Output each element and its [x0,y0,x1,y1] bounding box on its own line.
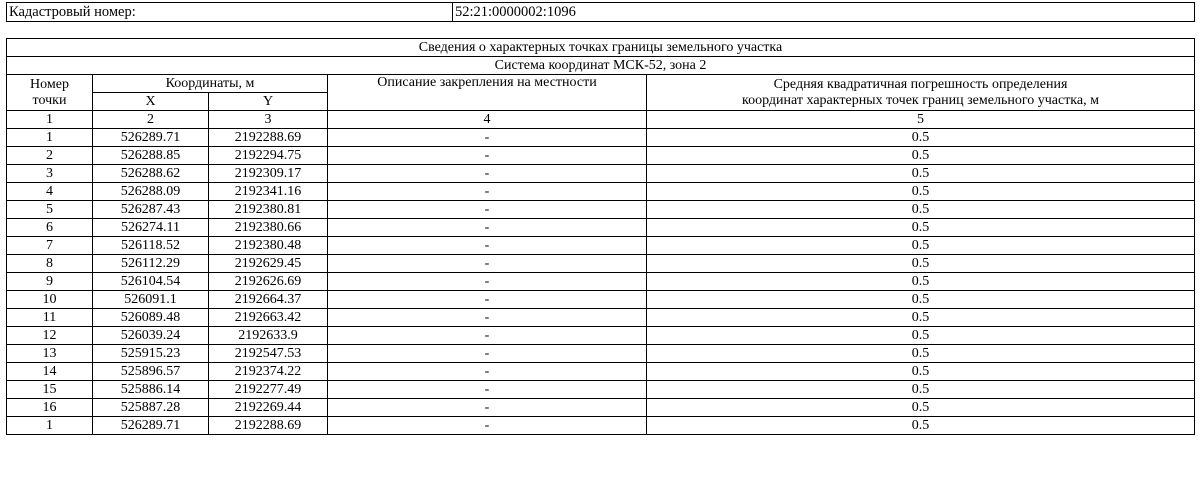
description: - [328,327,647,345]
coord-x: 526289.71 [93,129,209,147]
error-value: 0.5 [647,273,1195,291]
error-value: 0.5 [647,399,1195,417]
coord-x: 525896.57 [93,363,209,381]
boundary-points-table [6,38,1195,435]
description: - [328,291,647,309]
table-row [7,165,1195,183]
coord-y: 2192380.66 [209,219,328,237]
description: - [328,165,647,183]
col-point-header [7,75,93,111]
coord-x: 526104.54 [93,273,209,291]
table-row [7,255,1195,273]
error-value: 0.5 [647,291,1195,309]
error-value: 0.5 [647,309,1195,327]
col-number-4: 4 [328,111,647,129]
error-value: 0.5 [647,165,1195,183]
point-number: 9 [7,273,93,291]
description: - [328,183,647,201]
coord-y: 2192288.69 [209,129,328,147]
error-value: 0.5 [647,363,1195,381]
coord-x: 526089.48 [93,309,209,327]
point-number: 16 [7,399,93,417]
cadastral-label: Кадастровый номер: [7,3,453,22]
col-number-3: 3 [209,111,328,129]
coord-x: 526118.52 [93,237,209,255]
point-number: 3 [7,165,93,183]
point-number: 7 [7,237,93,255]
description: - [328,129,647,147]
coord-x: 525915.23 [93,345,209,363]
table-row [7,309,1195,327]
cadastral-number: 52:21:0000002:1096 [453,3,1195,22]
coord-y: 2192309.17 [209,165,328,183]
col-point-header-line1: Номер [30,76,69,92]
error-value: 0.5 [647,255,1195,273]
point-number: 13 [7,345,93,363]
point-number: 12 [7,327,93,345]
coord-x: 526288.62 [93,165,209,183]
coord-x: 526091.1 [93,291,209,309]
col-desc-header: Описание закрепления на местности [328,75,647,111]
coord-y: 2192380.81 [209,201,328,219]
coord-x: 526288.85 [93,147,209,165]
col-error-header-line2: координат характерных точек границ земельного участка, м [742,92,1099,108]
coord-x: 526112.29 [93,255,209,273]
table-row [7,147,1195,165]
table-row [7,237,1195,255]
error-value: 0.5 [647,219,1195,237]
coord-y: 2192380.48 [209,237,328,255]
coord-x: 526289.71 [93,417,209,435]
table-row [7,363,1195,381]
point-number: 10 [7,291,93,309]
table-row [7,345,1195,363]
col-number-5: 5 [647,111,1195,129]
coord-y: 2192341.16 [209,183,328,201]
table-row [7,327,1195,345]
description: - [328,255,647,273]
error-value: 0.5 [647,381,1195,399]
description: - [328,273,647,291]
description: - [328,237,647,255]
description: - [328,147,647,165]
col-error-header [647,75,1195,111]
table-row [7,201,1195,219]
point-number: 1 [7,129,93,147]
error-value: 0.5 [647,147,1195,165]
table-row [7,399,1195,417]
point-number: 8 [7,255,93,273]
col-y-header: Y [209,93,328,111]
coord-x: 525887.28 [93,399,209,417]
description: - [328,381,647,399]
description: - [328,345,647,363]
coord-x: 526274.11 [93,219,209,237]
description: - [328,363,647,381]
table-row [7,129,1195,147]
table-row [7,381,1195,399]
coord-y: 2192629.45 [209,255,328,273]
table-row [7,291,1195,309]
cadastral-header [6,2,1195,22]
table-row [7,219,1195,237]
error-value: 0.5 [647,129,1195,147]
coord-y: 2192663.42 [209,309,328,327]
point-number: 4 [7,183,93,201]
col-number-2: 2 [93,111,209,129]
error-value: 0.5 [647,183,1195,201]
description: - [328,309,647,327]
table-row [7,273,1195,291]
table-row [7,417,1195,435]
table-title: Сведения о характерных точках границы земельного участка [7,39,1195,57]
coord-y: 2192294.75 [209,147,328,165]
coord-y: 2192374.22 [209,363,328,381]
coord-x: 526287.43 [93,201,209,219]
col-error-header-line1: Средняя квадратичная погрешность определения [773,76,1068,92]
coord-y: 2192633.9 [209,327,328,345]
coord-y: 2192626.69 [209,273,328,291]
point-number: 14 [7,363,93,381]
point-number: 11 [7,309,93,327]
coord-y: 2192664.37 [209,291,328,309]
description: - [328,399,647,417]
description: - [328,219,647,237]
description: - [328,201,647,219]
col-x-header: X [93,93,209,111]
coord-y: 2192547.53 [209,345,328,363]
coord-y: 2192269.44 [209,399,328,417]
point-number: 5 [7,201,93,219]
coordinate-system: Система координат МСК-52, зона 2 [7,57,1195,75]
coord-y: 2192277.49 [209,381,328,399]
error-value: 0.5 [647,237,1195,255]
table-row [7,183,1195,201]
point-number: 15 [7,381,93,399]
error-value: 0.5 [647,345,1195,363]
description: - [328,417,647,435]
col-number-1: 1 [7,111,93,129]
point-number: 2 [7,147,93,165]
error-value: 0.5 [647,201,1195,219]
coord-x: 526039.24 [93,327,209,345]
point-number: 1 [7,417,93,435]
error-value: 0.5 [647,417,1195,435]
col-point-header-line2: точки [32,92,67,108]
coord-x: 526288.09 [93,183,209,201]
error-value: 0.5 [647,327,1195,345]
coord-x: 525886.14 [93,381,209,399]
col-coords-header: Координаты, м [93,75,328,93]
point-number: 6 [7,219,93,237]
coord-y: 2192288.69 [209,417,328,435]
